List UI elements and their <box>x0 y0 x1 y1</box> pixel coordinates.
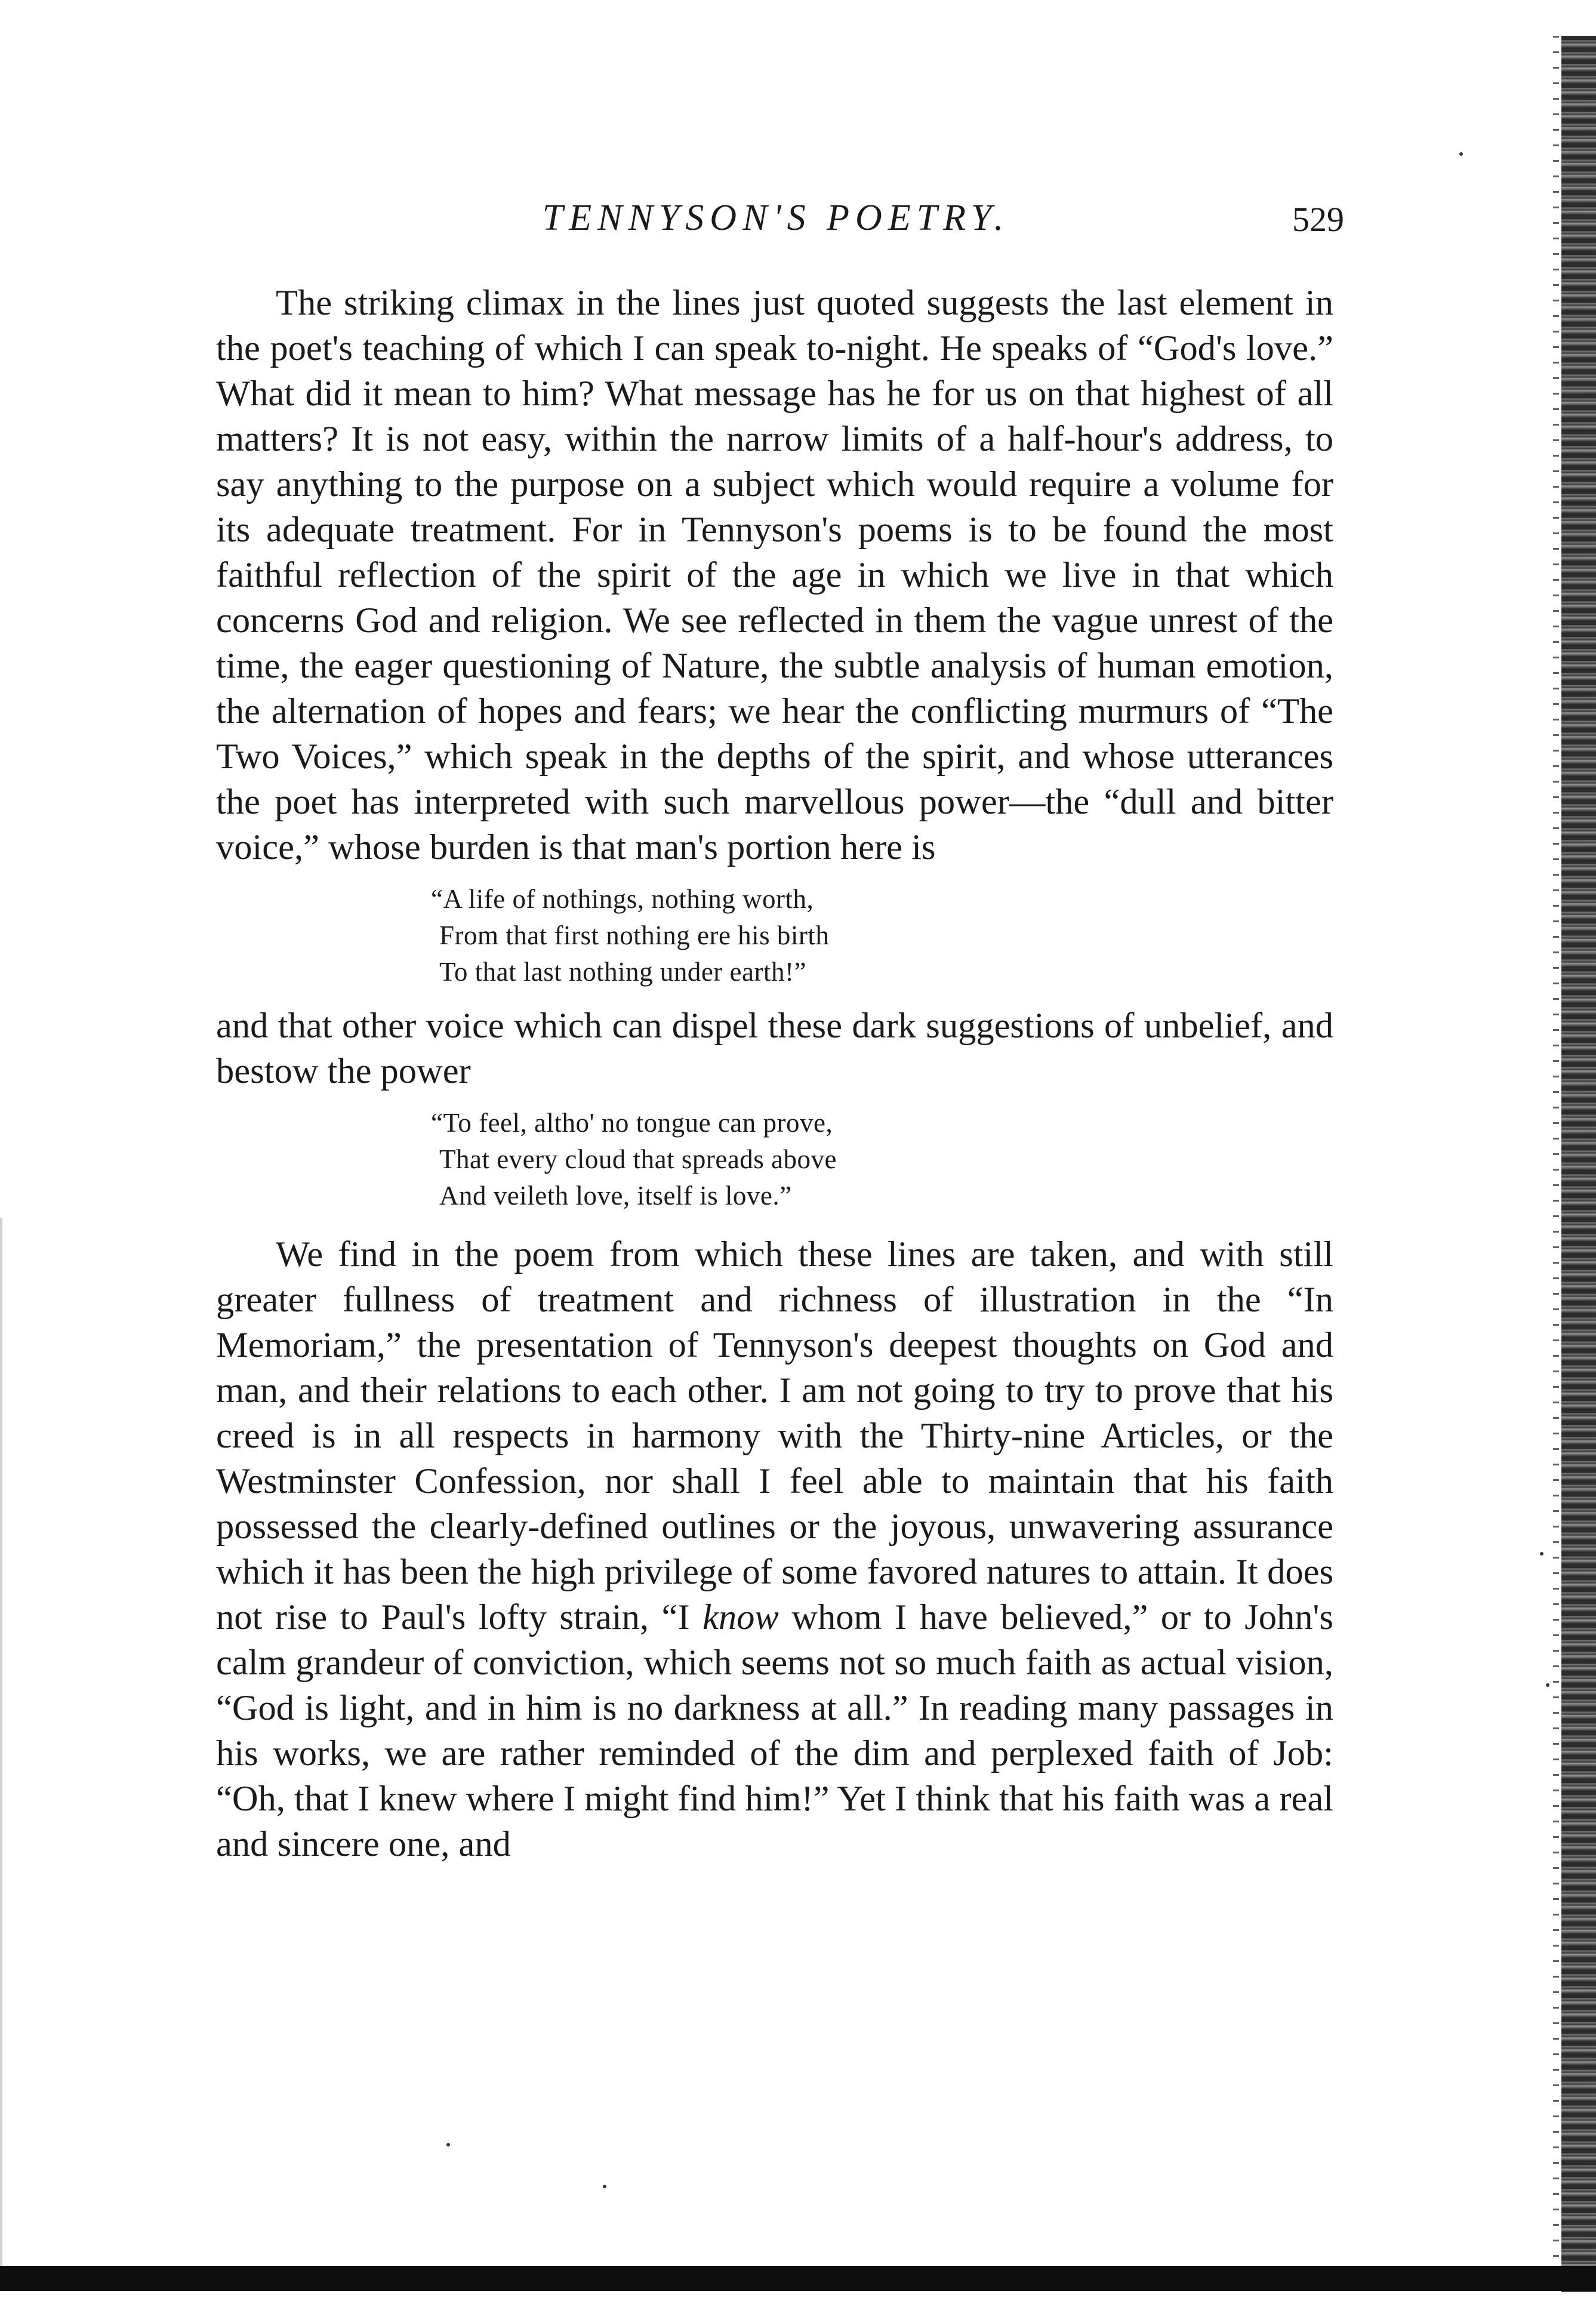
verse-line: “To feel, altho' no tongue can prove, <box>431 1108 833 1138</box>
page-header <box>215 197 1344 251</box>
page-number: 529 <box>1292 200 1344 239</box>
page-body <box>216 281 1333 1867</box>
paragraph-2: and that other voice which can dispel these dark suggestions of unbelief, and bestow the power <box>216 1006 1333 1091</box>
scan-speck <box>1540 1552 1543 1556</box>
page-binding-edge <box>1561 36 1596 2292</box>
margin-shadow <box>0 1218 2 2268</box>
paragraph-3-text-a: We find in the poem from which these lines are taken, and with still greater fullness of treatment and richness of illustration in the “In Memoriam,” the presentation of Tennyson's deepest thoughts on God and man, and their relations to each other. I am not going to try to prove that his creed is in all respects in harmony with the Thirty-nine Articles, or the Westminster Confession, nor shall I feel able to maintain that his faith possessed the clearly-defined outlines or the joyous, unwavering assurance which it has been the high privilege of some favored natures to attain. It does not rise to Paul's lofty strain, “I <box>216 1234 1333 1637</box>
verse-line: That every cloud that spreads above <box>439 1144 837 1174</box>
verse-line: And veileth love, itself is love.” <box>439 1181 792 1211</box>
verse-line: From that first nothing ere his birth <box>439 920 830 950</box>
scan-speck <box>446 2143 450 2146</box>
verse-quote-2 <box>216 1105 1333 1214</box>
paragraph-3-text-b: whom I have believed,” or to John's calm grandeur of conviction, which seems not so much faith as actual vision, “God is light, and in him is no darkness at all.” In reading many passages in his works, we are rather reminded of the dim and perplexed faith of Job: “Oh, that I knew where I might find him!” Yet I think that his faith was a real and sincere one, and <box>216 1597 1334 1864</box>
running-title: TENNYSON'S POETRY. <box>542 198 1010 238</box>
verse-line: To that last nothing under earth!” <box>439 957 806 987</box>
bottom-scan-border <box>0 2266 1596 2291</box>
paragraph-3 <box>216 1232 1333 1867</box>
verse-line: “A life of nothings, nothing worth, <box>431 884 814 914</box>
scan-speck <box>603 2185 606 2188</box>
verse-quote-1 <box>216 881 1333 990</box>
paragraph-1: The striking climax in the lines just quoted suggests the last element in the poet's teaching of which I can speak to-night. He speaks of “God's love.” What did it mean to him? What message has he for us on that highest of all matters? It is not easy, within the narrow limits of a half-hour's address, to say anything to the purpose on a subject which would require a volume for its adequate treatment. For in Tennyson's poems is to be found the most faithful reflection of the spirit of the age in which we live in that which concerns God and religion. We see reflected in them the vague unrest of the time, the eager questioning of Nature, the subtle analysis of human emotion, the alternation of hopes and fears; we hear the conflicting murmurs of “The Two Voices,” which speak in the depths of the spirit, and whose utterances the poet has interpreted with such marvellous power—the “dull and bitter voice,” whose burden is that man's portion here is <box>216 283 1333 867</box>
emphasized-word: know <box>703 1597 779 1637</box>
scan-speck <box>1546 1683 1549 1687</box>
scan-speck <box>1459 152 1463 156</box>
